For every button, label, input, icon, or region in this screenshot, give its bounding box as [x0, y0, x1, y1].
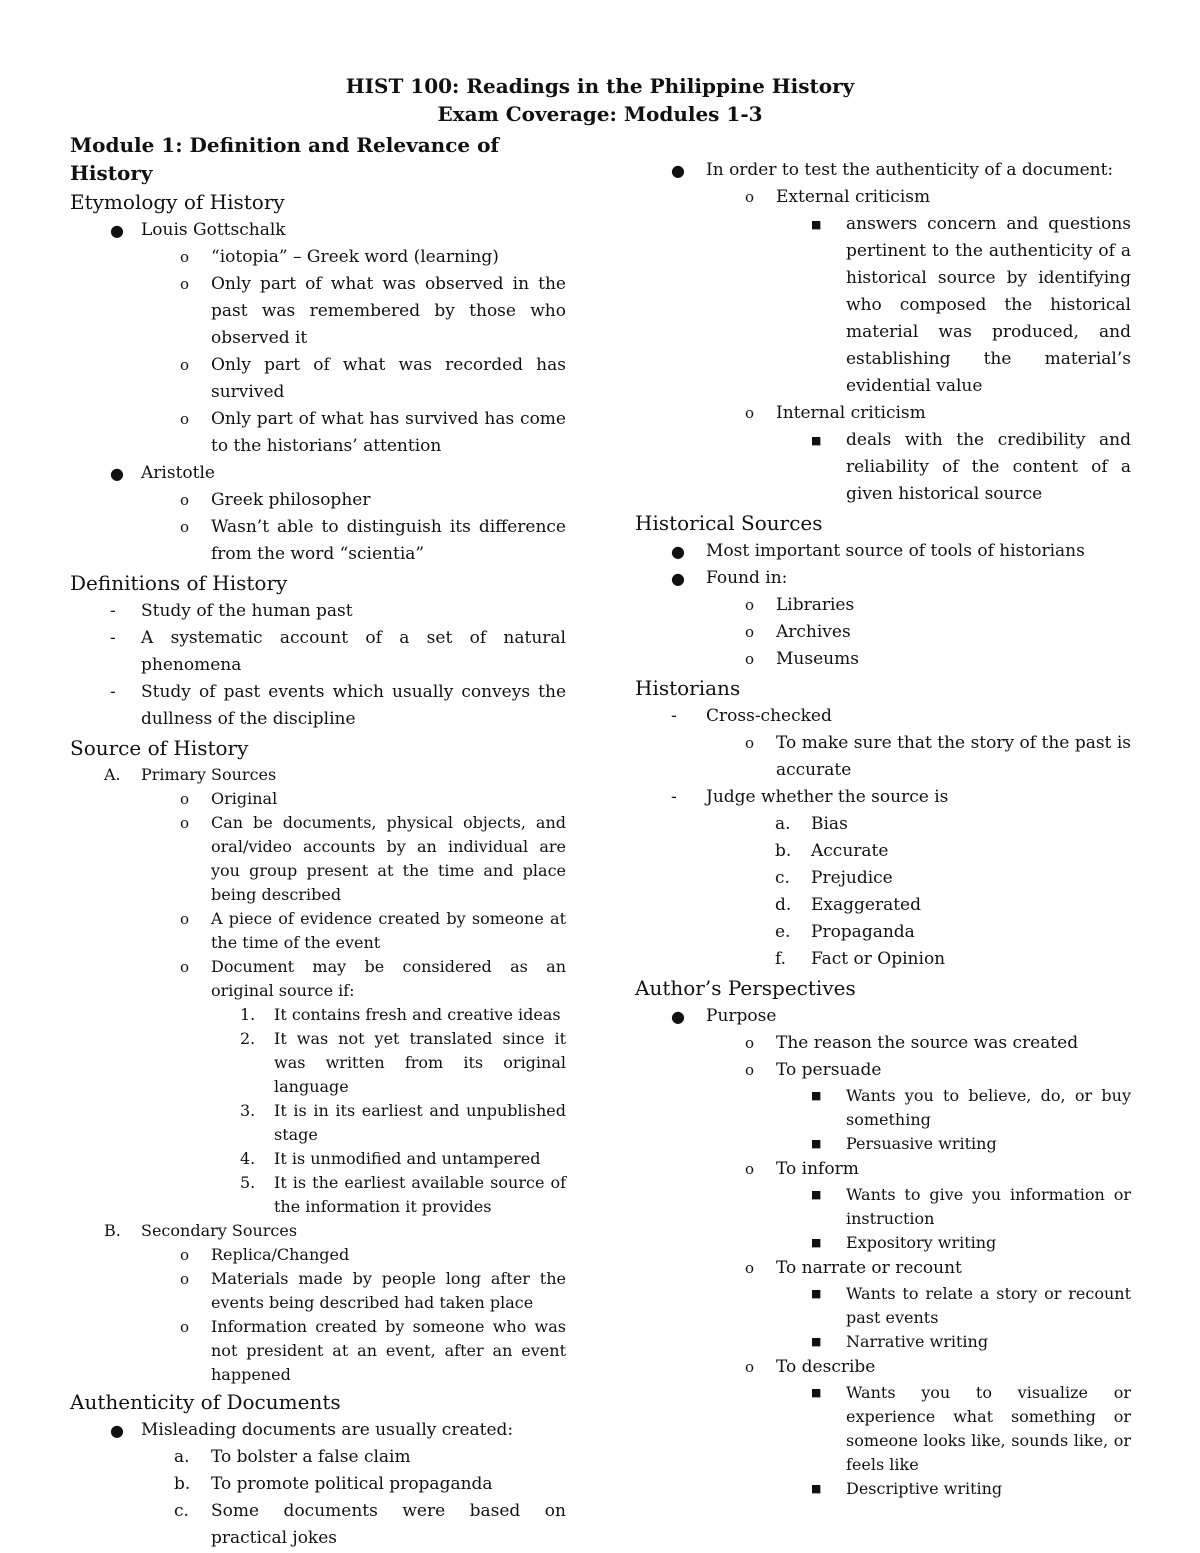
- list-letter: a.: [775, 814, 791, 834]
- module-title: Module 1: Definition and Relevance of History: [70, 133, 500, 185]
- dash-bullet-icon: -: [110, 682, 116, 702]
- list-letter: d.: [775, 895, 792, 915]
- list-item: o Only part of what was recorded has survived: [70, 352, 566, 406]
- list-item: o Only part of what has survived has come to the historians’ attention: [70, 406, 566, 460]
- list-number: 4.: [240, 1149, 256, 1168]
- list-item: o Replica/Changed: [70, 1243, 566, 1267]
- circle-bullet-icon: o: [745, 596, 755, 614]
- list-item: 5. It is the earliest available source of the information it provides: [240, 1173, 566, 1216]
- list-item: o Museums: [635, 646, 1131, 673]
- list-item: 3. It is in its earliest and unpublished stage: [240, 1101, 566, 1144]
- list-item: f. Fact or Opinion: [635, 946, 1131, 973]
- circle-bullet-icon: o: [180, 248, 190, 266]
- list-item: o To describe: [635, 1354, 1131, 1381]
- list-item: a. Bias: [635, 811, 1131, 838]
- circle-bullet-icon: o: [180, 814, 190, 832]
- list-number: 1.: [240, 1005, 256, 1024]
- list-item: o Materials made by people long after the events being described had taken place: [180, 1269, 566, 1312]
- list-item: o To persuade: [635, 1057, 1131, 1084]
- list-item: ● Most important source of tools of historians: [635, 538, 1131, 565]
- list-letter: b.: [174, 1474, 191, 1494]
- circle-bullet-icon: o: [745, 1259, 755, 1277]
- list-item: o To inform: [635, 1156, 1131, 1183]
- list-item: - Cross-checked: [635, 703, 1131, 730]
- list-item: ■ Expository writing: [635, 1231, 1131, 1255]
- list-item: ● In order to test the authenticity of a document:: [635, 157, 1131, 184]
- circle-bullet-icon: o: [745, 734, 755, 752]
- list-item: - Study of past events which usually conveys the dullness of the discipline: [70, 679, 566, 733]
- list-item: o Only part of what was observed in the past was remembered by those who observed it: [70, 271, 566, 352]
- circle-bullet-icon: o: [180, 790, 190, 808]
- list-item: d. Exaggerated: [635, 892, 1131, 919]
- left-column: [70, 131, 566, 1552]
- circle-bullet-icon: o: [180, 356, 190, 374]
- list-item: ■ deals with the credibility and reliability of the content of a given historical source: [635, 427, 1131, 508]
- square-bullet-icon: ■: [811, 1089, 822, 1102]
- circle-bullet-icon: o: [745, 188, 755, 206]
- list-letter: a.: [174, 1447, 190, 1467]
- list-item: - Judge whether the source is: [635, 784, 1131, 811]
- circle-bullet-icon: o: [745, 1358, 755, 1376]
- dash-bullet-icon: -: [110, 628, 116, 648]
- circle-bullet-icon: o: [745, 650, 755, 668]
- list-item: ■ answers concern and questions pertinent to the authenticity of a historical source by identifying who composed the historical material was produced, and establishing the material’s evidential value: [635, 211, 1131, 400]
- bullet-icon: ●: [110, 464, 124, 483]
- circle-bullet-icon: o: [180, 1270, 190, 1288]
- list-number: 3.: [240, 1101, 256, 1120]
- section-heading-definitions: Definitions of History: [70, 571, 288, 595]
- bullet-icon: ●: [671, 542, 685, 561]
- list-item: e. Propaganda: [635, 919, 1131, 946]
- list-item: o External criticism: [635, 184, 1131, 211]
- square-bullet-icon: ■: [811, 1335, 822, 1348]
- list-letter: f.: [775, 949, 787, 969]
- circle-bullet-icon: o: [180, 1246, 190, 1264]
- square-bullet-icon: ■: [811, 1386, 822, 1399]
- list-number: 5.: [240, 1173, 256, 1192]
- list-item: o A piece of evidence created by someone at the time of the event: [180, 909, 566, 952]
- list-item: o Archives: [635, 619, 1131, 646]
- list-item: 2. It was not yet translated since it was written from its original language: [240, 1029, 566, 1096]
- circle-bullet-icon: o: [180, 910, 190, 928]
- bullet-icon: ●: [671, 569, 685, 588]
- square-bullet-icon: ■: [811, 1188, 822, 1201]
- list-item: o The reason the source was created: [635, 1030, 1131, 1057]
- page-subtitle: Exam Coverage: Modules 1-3: [437, 102, 763, 126]
- list-item: o Information created by someone who was not president at an event, after an event happened: [180, 1317, 566, 1384]
- square-bullet-icon: ■: [811, 1236, 822, 1249]
- list-number: 2.: [240, 1029, 256, 1048]
- list-letter: c.: [775, 868, 790, 888]
- square-bullet-icon: ■: [811, 218, 822, 231]
- list-letter: B.: [104, 1221, 121, 1240]
- list-item: o Can be documents, physical objects, and oral/video accounts by an individual are you group present at the time and place being described: [180, 813, 566, 904]
- list-item: o Document may be considered as an original source if:: [180, 957, 566, 1000]
- circle-bullet-icon: o: [745, 1034, 755, 1052]
- section-heading-source: Source of History: [70, 736, 249, 760]
- circle-bullet-icon: o: [745, 1160, 755, 1178]
- list-item: ■ Narrative writing: [635, 1330, 1131, 1354]
- list-item: o Greek philosopher: [70, 487, 566, 514]
- list-item: ● Misleading documents are usually created:: [70, 1417, 566, 1444]
- list-item: o Original: [70, 787, 566, 811]
- list-item: - A systematic account of a set of natural phenomena: [70, 625, 566, 679]
- circle-bullet-icon: o: [180, 410, 190, 428]
- bullet-icon: ●: [671, 1007, 685, 1026]
- circle-bullet-icon: o: [180, 1318, 190, 1336]
- bullet-icon: ●: [110, 1421, 124, 1440]
- square-bullet-icon: ■: [811, 1482, 822, 1495]
- list-letter: c.: [174, 1501, 189, 1521]
- square-bullet-icon: ■: [811, 1287, 822, 1300]
- dash-bullet-icon: -: [110, 601, 116, 621]
- circle-bullet-icon: o: [745, 404, 755, 422]
- circle-bullet-icon: o: [180, 518, 190, 536]
- section-heading-authenticity: Authenticity of Documents: [70, 1390, 341, 1414]
- list-letter: A.: [104, 765, 121, 784]
- circle-bullet-icon: o: [180, 491, 190, 509]
- list-item: a. To bolster a false claim: [70, 1444, 566, 1471]
- list-item: ■ Persuasive writing: [635, 1132, 1131, 1156]
- list-item: b. Accurate: [635, 838, 1131, 865]
- list-letter: e.: [775, 922, 791, 942]
- right-column: [635, 157, 1131, 1501]
- dash-bullet-icon: -: [671, 706, 677, 726]
- list-item: ■ Wants you to believe, do, or buy something: [811, 1086, 1131, 1129]
- list-item: c. Prejudice: [635, 865, 1131, 892]
- list-item: o To make sure that the story of the past is accurate: [635, 730, 1131, 784]
- page-title: HIST 100: Readings in the Philippine History: [345, 74, 855, 98]
- circle-bullet-icon: o: [745, 623, 755, 641]
- list-item: o “iotopia” – Greek word (learning): [70, 244, 566, 271]
- bullet-icon: ●: [110, 221, 124, 240]
- list-item: ● Louis Gottschalk: [70, 217, 566, 244]
- dash-bullet-icon: -: [671, 787, 677, 807]
- square-bullet-icon: ■: [811, 434, 822, 447]
- section-heading-historians: Historians: [635, 676, 741, 700]
- list-item: ■ Wants you to visualize or experience what something or someone looks like, sounds like, or feels like: [811, 1383, 1131, 1474]
- list-item: B. Secondary Sources: [70, 1219, 566, 1243]
- bullet-icon: ●: [671, 161, 685, 180]
- list-item: ● Purpose: [635, 1003, 1131, 1030]
- list-item: ■ Wants to give you information or instruction: [811, 1185, 1131, 1228]
- list-item: c. Some documents were based on practical jokes: [70, 1498, 566, 1552]
- list-item: 4. It is unmodified and untampered: [70, 1147, 566, 1171]
- section-heading-perspectives: Author’s Perspectives: [635, 976, 856, 1000]
- list-item: o Wasn’t able to distinguish its difference from the word “scientia”: [70, 514, 566, 568]
- circle-bullet-icon: o: [745, 1061, 755, 1079]
- list-item: A. Primary Sources: [70, 763, 566, 787]
- page-header: [0, 72, 1200, 128]
- section-heading-historical-sources: Historical Sources: [635, 511, 823, 535]
- list-item: 1. It contains fresh and creative ideas: [70, 1003, 566, 1027]
- list-item: ■ Descriptive writing: [635, 1477, 1131, 1501]
- section-heading-etymology: Etymology of History: [70, 190, 285, 214]
- list-item: ■ Wants to relate a story or recount past events: [811, 1284, 1131, 1327]
- list-item: ● Aristotle: [70, 460, 566, 487]
- list-item: ● Found in:: [635, 565, 1131, 592]
- list-item: o Internal criticism: [635, 400, 1131, 427]
- list-item: - Study of the human past: [70, 598, 566, 625]
- list-item: o Libraries: [635, 592, 1131, 619]
- circle-bullet-icon: o: [180, 275, 190, 293]
- list-item: o To narrate or recount: [635, 1255, 1131, 1282]
- list-item: b. To promote political propaganda: [70, 1471, 566, 1498]
- list-letter: b.: [775, 841, 792, 861]
- circle-bullet-icon: o: [180, 958, 190, 976]
- square-bullet-icon: ■: [811, 1137, 822, 1150]
